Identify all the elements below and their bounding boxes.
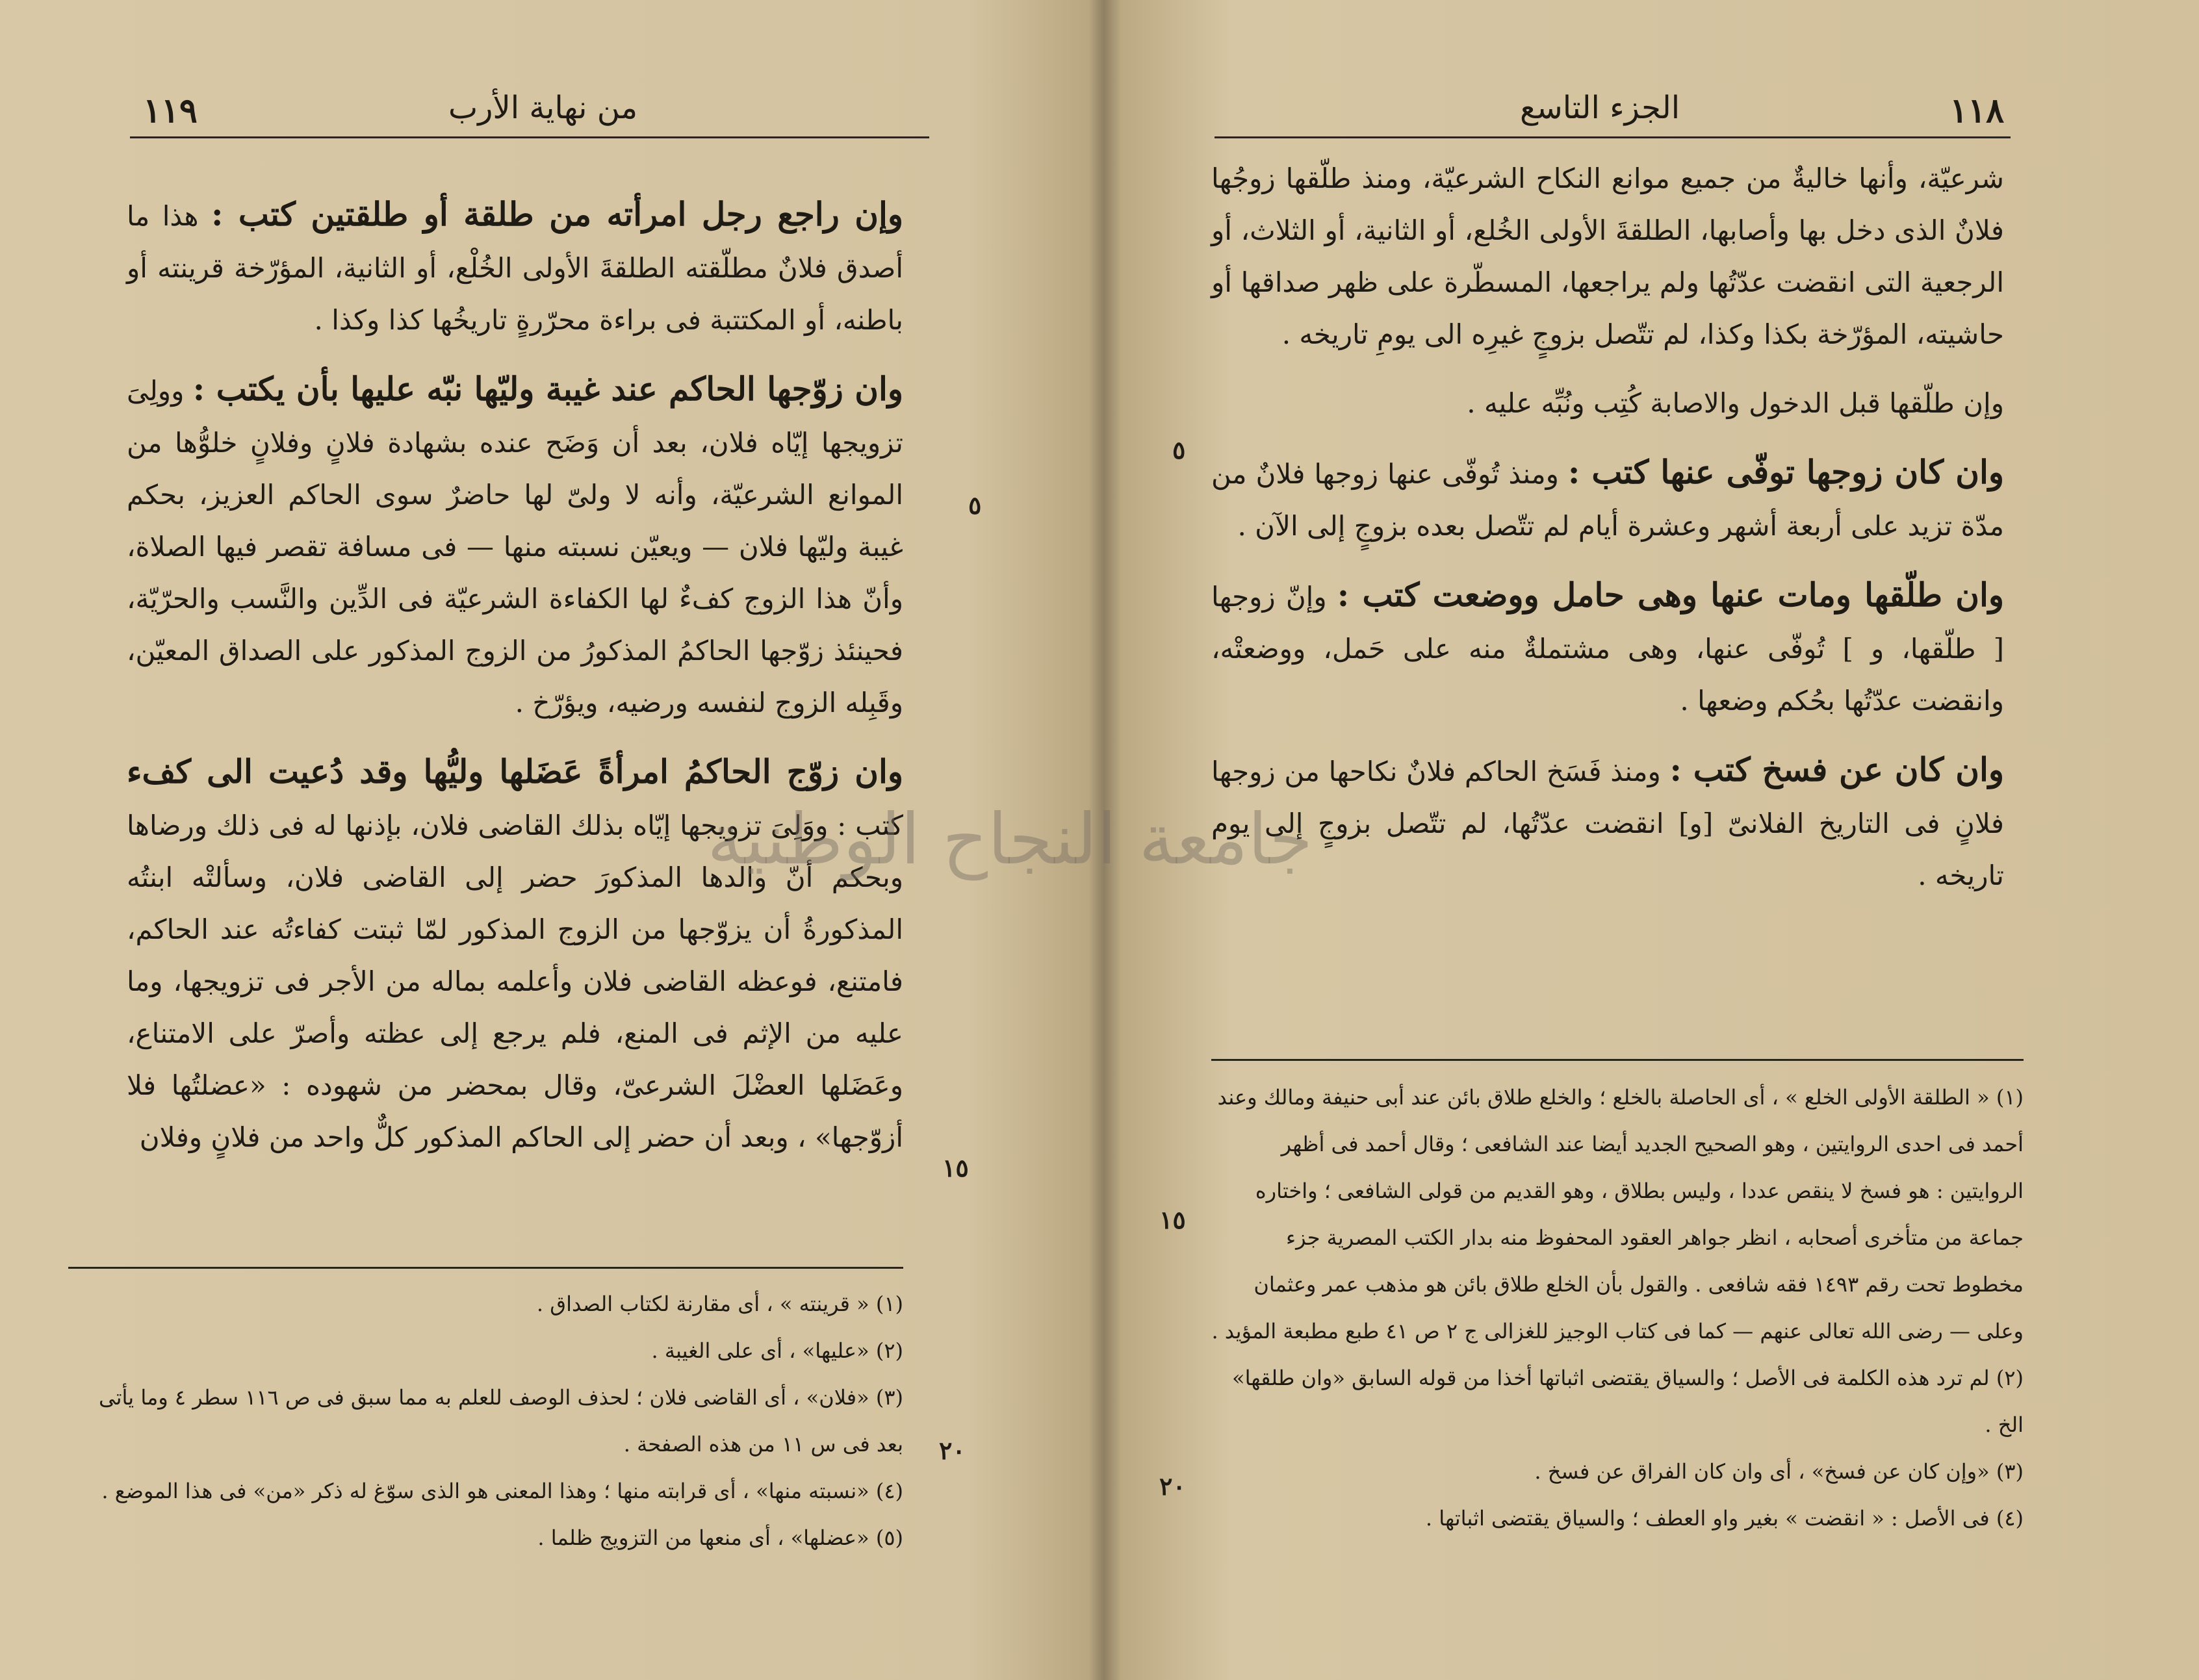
line-number-20: ٢٠ [939,1436,966,1465]
footnote: (٣) «وإن كان عن فسخ» ، أى وان كان الفراق عن فسخ . [1534,1459,2024,1484]
footnote: (٣) «فلان» ، أى القاضى فلان ؛ لحذف الوصف للعلم به مما سبق فى ص ١١٦ سطر ٤ وما يأتى بعد فى س ١١ من هذه الصفحة . [98,1385,903,1457]
footnote: (٤) «نسبته منها» ، أى قرابته منها ؛ وهذا المعنى هو الذى سوّغ له ذكر «من» فى هذا الموضع . [101,1479,903,1503]
footnote: (٥) «عضلها» ، أى منعها من التزويج ظلما . [537,1525,903,1550]
paragraph: شرعيّة، وأنها خاليةٌ من جميع موانع النكاح الشرعيّة، ومنذ طلّقها زوجُها فلانٌ الذى دخل بها وأصابها، الطلقةَ الأولى الخُلع، أو الثانية، أو الثلاث، أو الرجعية التى انقضت عدّتُها ولم يراجعها، المسطّرة على ظهر صداقها أو حاشيته، المؤرّخة بكذا وكذا، لم تتّصل بزوجٍ غيرِه الى يومِ تاريخه . [1211,162,2004,350]
library-watermark: جامعة النجاح الوطنية [707,799,1313,880]
paragraph: وان زوّجها الحاكم عند غيبة وليّها نبّه عليها بأن يكتب : وولِىَ تزويجها إيّاه فلان، بعد أن وَضَح عنده بشهادة فلانٍ وفلانٍ خلوُّها من الموانع الشرعيّة، وأنه لا ولىّ لها حاضرٌ سوى الحاكم العزيز، بحكم غيبة وليّها فلان — ويعيّن نسبته منها — فى مسافة تقصر فيها الصلاة، وأنّ هذا الزوج كفءٌ لها الكفاءة الشرعيّة فى الدِّين والنَّسب والحرّيّة، فحينئذ زوّجها الحاكمُ المذكورُ من الزوج المذكور على الصداق المعيّن، وقَبِله الزوج لنفسه ورضيه، ويؤرّخ . [127,370,903,719]
running-head [130,78,929,138]
line-number-20: ٢٠ [1159,1471,1186,1501]
footnote: (١) « الطلقة الأولى الخلع » ، أى الحاصلة بالخلع ؛ والخلع طلاق بائن عند أبى حنيفة ومالك وعند أحمد فى احدى الروايتين ، وهو الصحيح الجديد أيضا عند الشافعى ؛ وقال أحمد فى أظهر الروايتين : هو فسخ لا ينقص عددا ، وليس بطلاق ، وهو القديم من قولى الشافعى ؛ واختاره جماعة من متأخرى أصحابه ، انظر جواهر العقود المحفوظ منه بدار الكتب المصرية جزء مخطوط تحت رقم ١٤٩٣ فقه شافعى . والقول بأن الخلع طلاق بائن هو مذهب عمر وعثمان وعلى — رضى الله تعالى عنهم — كما فى كتاب الوجيز للغزالى ج ٢ ص ٤١ طبع مطبعة المؤيد . [1211,1085,2024,1343]
body-text [1211,153,2004,919]
paragraph: وان كان عن فسخ كتب : ومنذ فَسَخ الحاكم فلانٌ نكاحها من زوجها فلانٍ فى التاريخ الفلانىّ [و] انقضت عدّتُها، لم تتّصل بزوجٍ إلى يوم تاريخه . [1211,750,2005,891]
page-number: ١١٩ [143,91,198,131]
footnote: (١) « قرينته » ، أى مقارنة لكتاب الصداق . [536,1292,903,1316]
footnote: (٢) «عليها» ، أى على الغيبة . [651,1338,903,1363]
paragraph: وان كان زوجها توفّى عنها كتب : ومنذ تُوفّى عنها زوجها فلانٌ من مدّة تزيد على أربعة أشهر وعشرة أيام لم تتّصل بعده بزوجٍ إلى الآن . [1211,453,2004,542]
line-number-15: ١٥ [942,1153,969,1182]
paragraph: وان زوّج الحاكمُ امرأةً عَضَلها وليُّها وقد دُعيت الى كفء كتب : ووَلِىَ تزويجها إيّاه بذلك القاضى فلان، بإذنها له فى ذلك ورضاها وبحكم أنّ والدها المذكورَ حضر إلى القاضى فلان، وسألتْه ابنتُه المذكورةُ أن يزوّجها من الزوج المذكور لمّا ثبتت كفاءتُه عند الحاكم، فامتنع، فوعظه القاضى فلان وأعلمه بماله من الأجر فى تزويجها، وما عليه من الإثم فى المنع، فلم يرجع إلى عظته وأصرّ على الامتناع، وعَضَلها العضْلَ الشرعىّ، وقال بمحضر من شهوده : «عضلتُها فلا أزوّجها» ، وبعد أن حضر إلى الحاكم المذكور كلٌّ واحد من فلانٍ وفلان [127,752,903,1153]
footnote: (٤) فى الأصل : « انقضت » بغير واو العطف ؛ والسياق يقتضى اثباتها . [1425,1506,2024,1531]
paragraph: وان طلّقها ومات عنها وهى حامل ووضعت كتب : وإنّ زوجها [ طلّقها، و ] تُوفّى عنها، وهى مشتملةٌ منه على حَمل، ووضعتْه، وانقضت عدّتُها بحُكم وضعها . [1211,576,2004,717]
running-title: الجزء التاسع [1520,90,1680,126]
footnotes [68,1267,903,1561]
body-text [127,188,903,1180]
footnotes [1211,1059,2024,1542]
page-number: ١١٨ [1949,91,2004,131]
paragraph: وإن طلّقها قبل الدخول والاصابة كُتِب ونُبِّه عليه . [1467,387,2004,419]
footnote: (٢) لم ترد هذه الكلمة فى الأصل ؛ والسياق يقتضى اثباتها أخذا من قوله السابق «وان طلقها» الخ . [1232,1366,2024,1437]
paragraph: وإن راجع رجل امرأته من طلقة أو طلقتين كتب : هذا ما أصدق فلانٌ مطلّقته الطلقةَ الأولى الخُلْع، أو الثانية، المؤرّخة قرينته أو باطنه، أو المكتتبة فى براءة محرّرةٍ تاريخُها كذا وكذا . [127,195,903,336]
line-number-5: ٥ [968,490,982,520]
line-number-15: ١٥ [1159,1205,1186,1234]
running-head [1215,78,2011,138]
running-title: من نهاية الأرب [448,90,638,126]
line-number-5: ٥ [1172,435,1186,465]
